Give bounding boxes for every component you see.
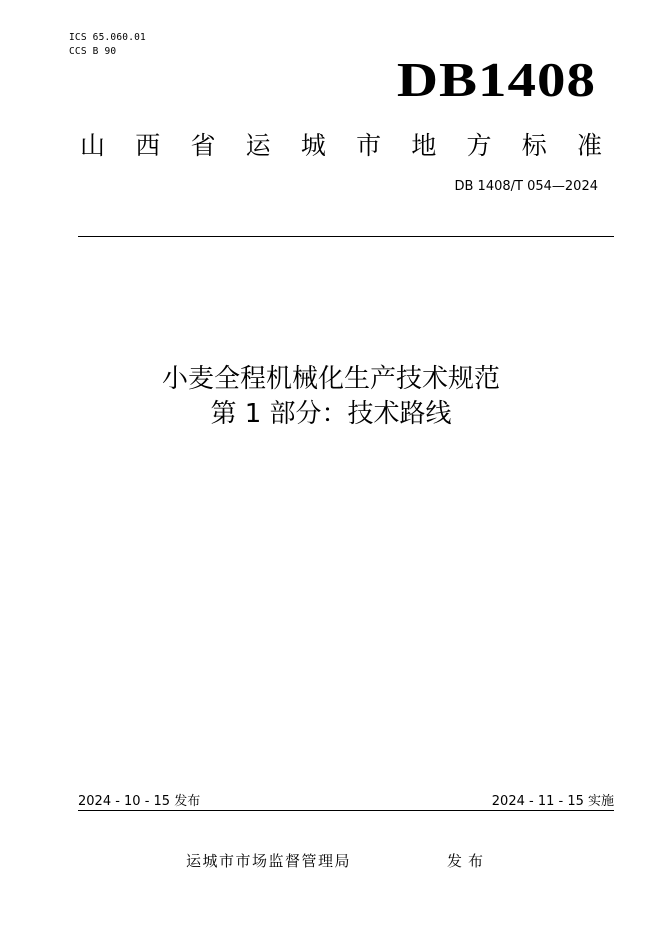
- publish-label: 发布: [447, 852, 490, 870]
- ics-code: ICS 65.060.01: [69, 32, 146, 43]
- ccs-code: CCS B 90: [69, 46, 117, 57]
- standard-type-char: 市: [356, 131, 382, 160]
- implement-date: 2024 - 11 - 15 实施: [491, 794, 614, 809]
- standard-type-char: 西: [135, 131, 161, 160]
- standard-type-char: 准: [576, 131, 602, 160]
- standard-type-char: 城: [300, 131, 326, 160]
- standard-type-char: 省: [190, 131, 216, 160]
- document-subtitle: 第 1 部分：技术路线: [210, 399, 452, 429]
- publisher-name: 运城市市场监督管理局: [186, 852, 352, 870]
- footer-divider: [78, 810, 614, 811]
- standard-number: DB 1408/T 054—2024: [454, 179, 598, 194]
- standard-type-char: 山: [80, 131, 106, 160]
- document-title: 小麦全程机械化生产技术规范: [161, 364, 500, 394]
- classification-codes: [69, 31, 146, 59]
- standard-type-char: 方: [466, 131, 492, 160]
- standard-type: [80, 126, 602, 166]
- date-row: [78, 792, 614, 812]
- header-divider: [78, 236, 614, 237]
- standard-type-char: 标: [521, 131, 547, 160]
- standard-type-char: 地: [411, 131, 437, 160]
- standard-mark: DB1408: [396, 52, 596, 108]
- standard-type-char: 运: [245, 131, 271, 160]
- issue-date: 2024 - 10 - 15 发布: [78, 794, 201, 809]
